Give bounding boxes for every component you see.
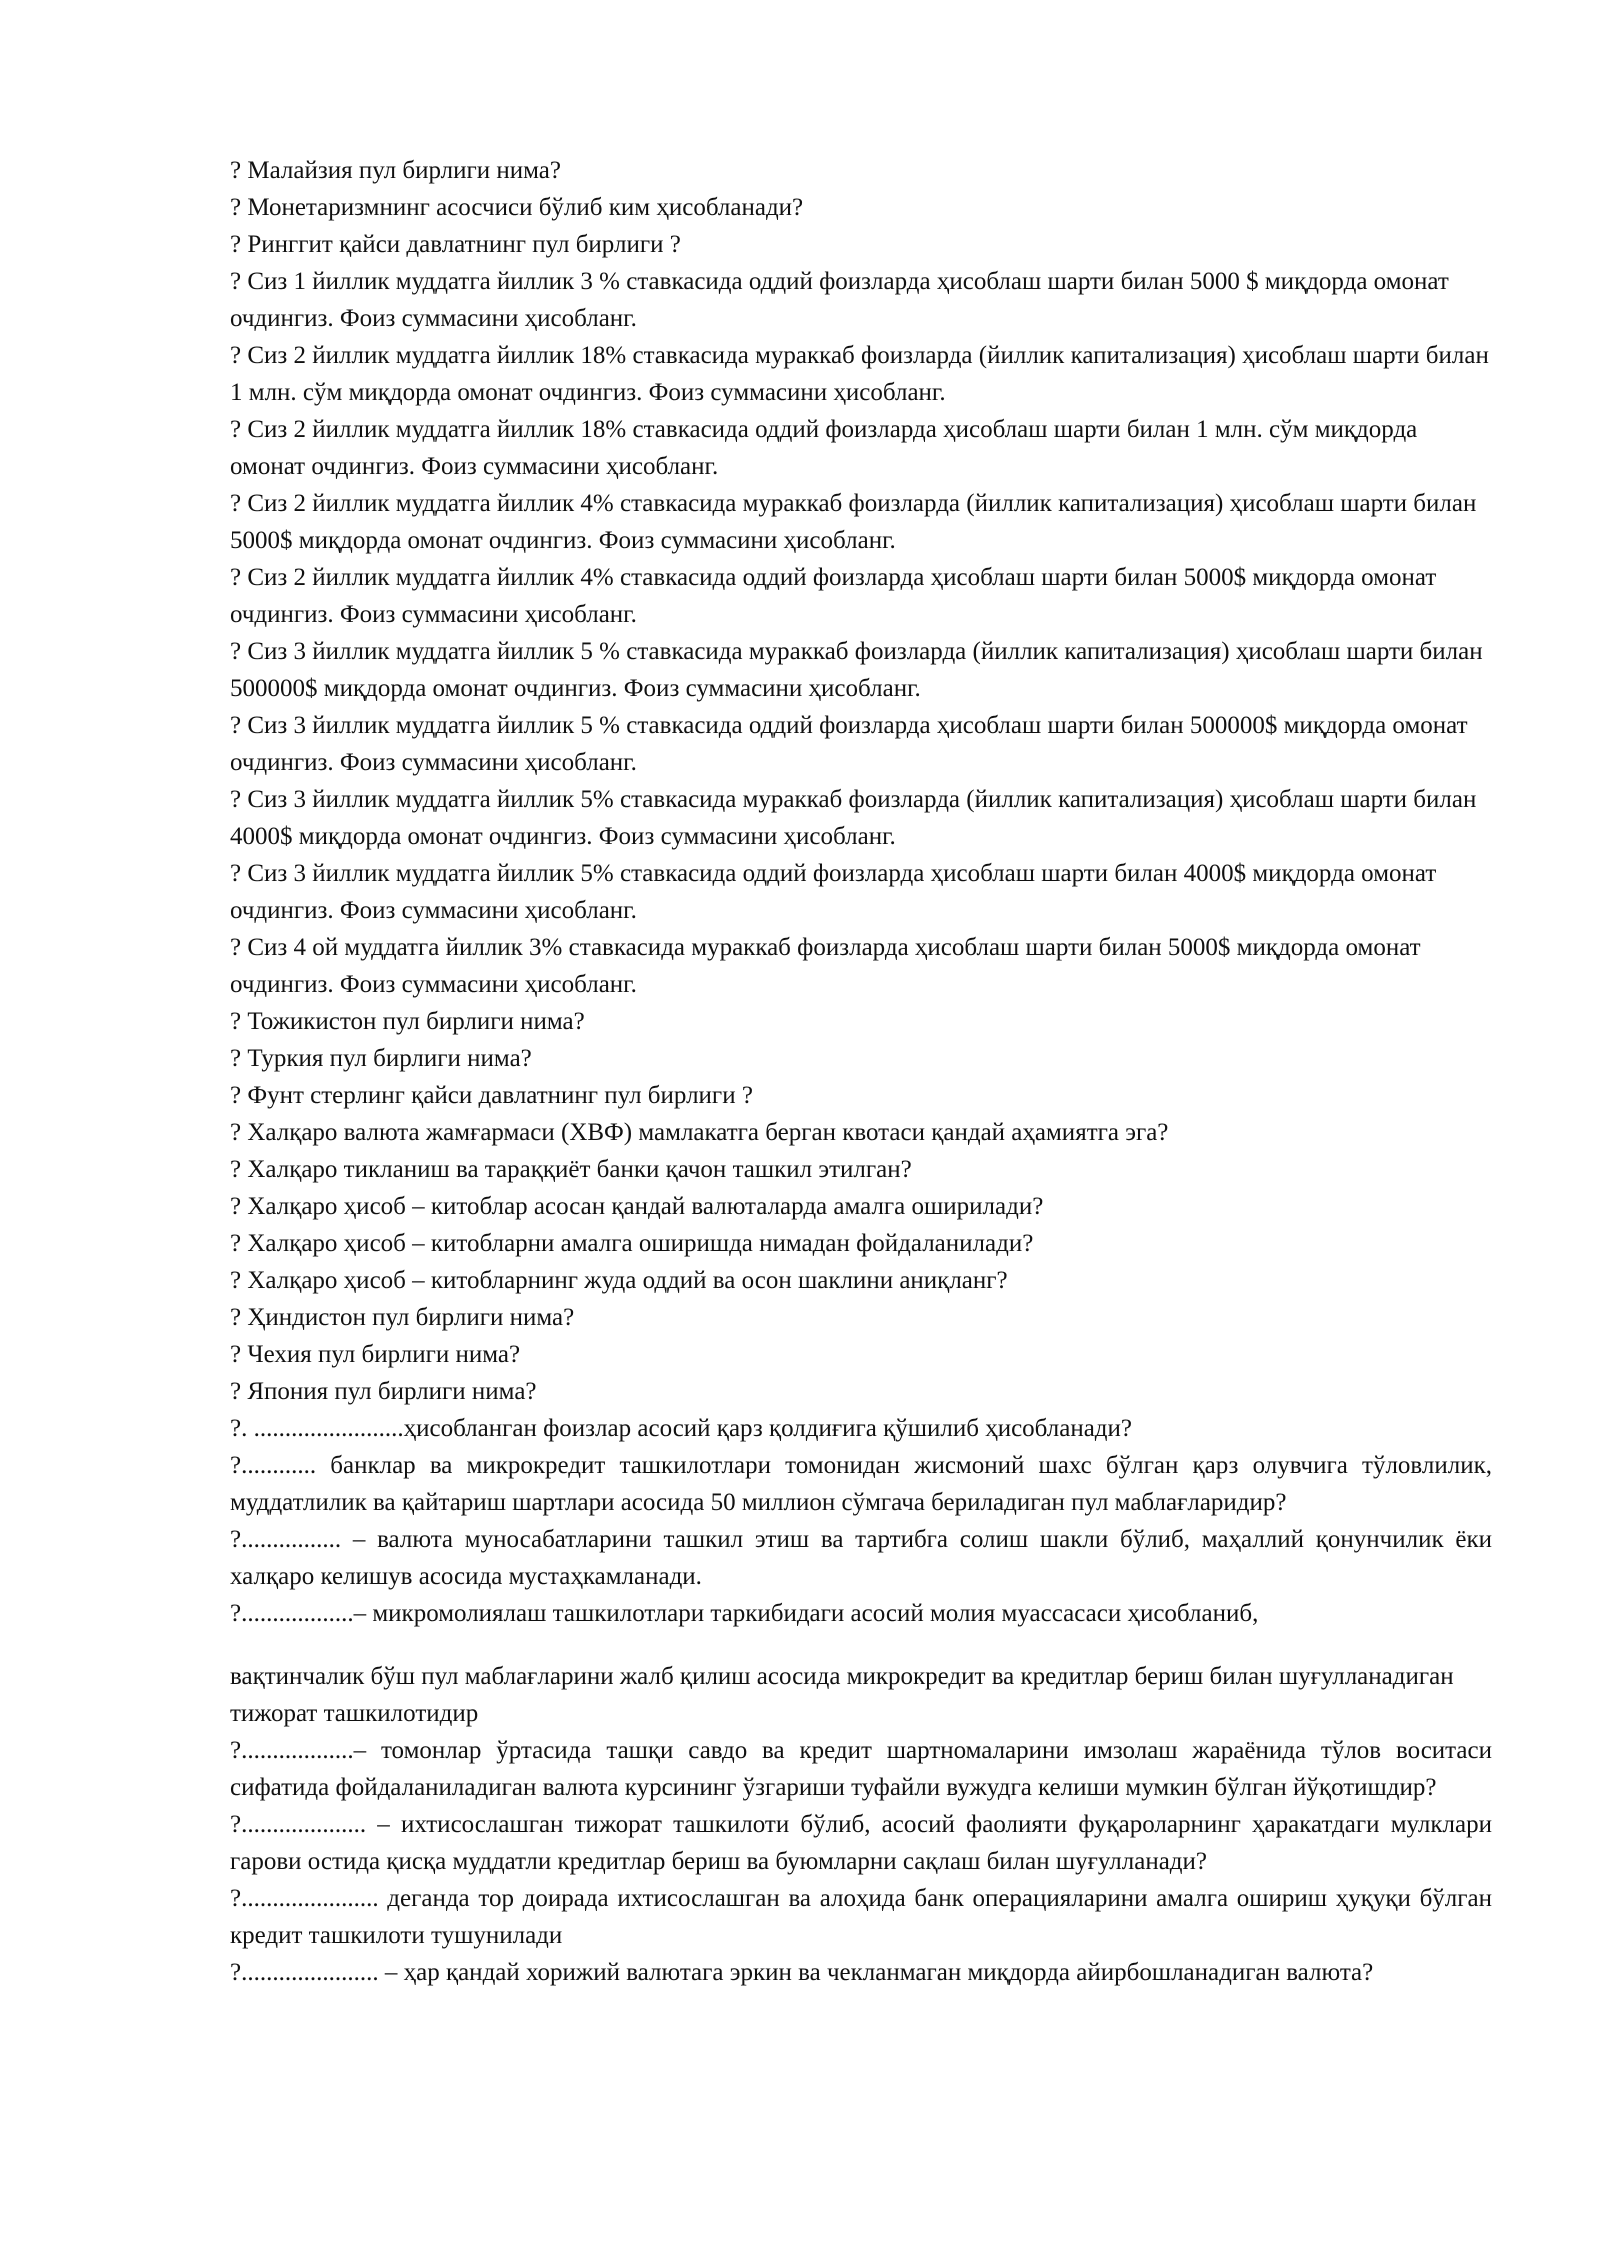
question-item: ? Сиз 4 ой муддатга йиллик 3% ставкасида мураккаб фоизларда ҳисоблаш шарти билан 5000$ миқдорда омонат очдингиз. Фоиз суммасини ҳисобланг. [230, 934, 1421, 998]
question-item: ? Халқаро ҳисоб – китоблар асосан қандай валюталарда амалга оширилади? [230, 1193, 1044, 1220]
fill-blank-item: ?...................... – ҳар қандай хорижий валютага эркин ва чекланмаган миқдорда айирбошланадиган валюта? [230, 1959, 1374, 1986]
question-item: ? Ҳиндистон пул бирлиги нима? [230, 1304, 575, 1331]
question-item: ? Тожикистон пул бирлиги нима? [230, 1008, 585, 1035]
fill-blank-item: ?..................– микромолиялаш ташкилотлари таркибидаги асосий молия муассасаси ҳисобланиб, [230, 1600, 1259, 1627]
fill-blank-item: вақтинчалик бўш пул маблағларини жалб қилиш асосида микрокредит ва кредитлар бериш билан шуғулланадиган тижорат ташкилотидир [230, 1663, 1454, 1727]
question-list [230, 152, 1492, 1991]
question-item: ? Сиз 2 йиллик муддатга йиллик 4% ставкасида оддий фоизларда ҳисоблаш шарти билан 5000$ миқдорда омонат очдингиз. Фоиз суммасини ҳисобланг. [230, 564, 1437, 628]
question-item: ? Туркия пул бирлиги нима? [230, 1045, 532, 1072]
question-item: ? Фунт стерлинг қайси давлатнинг пул бирлиги ? [230, 1082, 753, 1109]
question-item: ? Халқаро валюта жамғармаси (ХВФ) мамлакатга берган квотаси қандай аҳамиятга эга? [230, 1119, 1169, 1146]
question-item: ? Япония пул бирлиги нима? [230, 1378, 537, 1405]
question-item: ? Сиз 2 йиллик муддатга йиллик 18% ставкасида мураккаб фоизларда (йиллик капитализация) ҳисоблаш шарти билан 1 млн. сўм миқдорда омонат очдингиз. Фоиз суммасини ҳисобланг. [230, 342, 1489, 406]
fill-blank-item: ?...................... деганда тор доирада ихтисослашган ва алоҳида банк операцияларини амалга ошириш ҳуқуқи бўлган кредит ташкилоти тушунилади [230, 1885, 1492, 1949]
question-item: ? Сиз 2 йиллик муддатга йиллик 4% ставкасида мураккаб фоизларда (йиллик капитализация) ҳисоблаш шарти билан 5000$ миқдорда омонат очдингиз. Фоиз суммасини ҳисобланг. [230, 490, 1477, 554]
question-item: ? Ринггит қайси давлатнинг пул бирлиги ? [230, 231, 681, 258]
fill-blank-item: ?.................... – ихтисослашган тижорат ташкилоти бўлиб, асосий фаолияти фуқароларнинг ҳаракатдаги мулклари гарови остида қисқа муддатли кредитлар бериш ва буюмларни сақлаш билан шуғулланади? [230, 1811, 1492, 1875]
question-item: ? Сиз 2 йиллик муддатга йиллик 18% ставкасида оддий фоизларда ҳисоблаш шарти билан 1 млн. сўм миқдорда омонат очдингиз. Фоиз суммасини ҳисобланг. [230, 416, 1418, 480]
question-item: ? Халқаро ҳисоб – китобларнинг жуда оддий ва осон шаклини аниқланг? [230, 1267, 1008, 1294]
question-item: ? Малайзия пул бирлиги нима? [230, 157, 561, 184]
question-item: ? Сиз 1 йиллик муддатга йиллик 3 % ставкасида оддий фоизларда ҳисоблаш шарти билан 5000 $ миқдорда омонат очдингиз. Фоиз суммасини ҳисобланг. [230, 268, 1449, 332]
fill-blank-item: ?................ – валюта муносабатларини ташкил этиш ва тартибга солиш шакли бўлиб, маҳаллий қонунчилик ёки халқаро келишув асосида мустаҳкамланади. [230, 1526, 1492, 1590]
question-item: ? Халқаро ҳисоб – китобларни амалга оширишда нимадан фойдаланилади? [230, 1230, 1034, 1257]
question-item: ? Сиз 3 йиллик муддатга йиллик 5 % ставкасида мураккаб фоизларда (йиллик капитализация) ҳисоблаш шарти билан 500000$ миқдорда омонат очдингиз. Фоиз суммасини ҳисобланг. [230, 638, 1483, 702]
fill-blank-item: ?............ банклар ва микрокредит ташкилотлари томонидан жисмоний шахс бўлган қарз олувчига тўловлилик, муддатлилик ва қайтариш шартлари асосида 50 миллион сўмгача бериладиган пул маблағларидир? [230, 1452, 1492, 1516]
question-item: ? Монетаризмнинг асосчиси бўлиб ким ҳисобланади? [230, 194, 804, 221]
question-item: ?. ........................ҳисобланган фоизлар асосий қарз қолдиғига қўшилиб ҳисобланади? [230, 1415, 1133, 1442]
question-item: ? Сиз 3 йиллик муддатга йиллик 5% ставкасида мураккаб фоизларда (йиллик капитализация) ҳисоблаш шарти билан 4000$ миқдорда омонат очдингиз. Фоиз суммасини ҳисобланг. [230, 786, 1477, 850]
question-item: ? Халқаро тикланиш ва тараққиёт банки қачон ташкил этилган? [230, 1156, 912, 1183]
question-item: ? Чехия пул бирлиги нима? [230, 1341, 521, 1368]
fill-blank-item: ?..................– томонлар ўртасида ташқи савдо ва кредит шартномаларини имзолаш жараёнида тўлов воситаси сифатида фойдаланиладиган валюта курсининг ўзгариши туфайли вужудга келиши мумкин бўлган йўқотишдир? [230, 1737, 1492, 1801]
question-item: ? Сиз 3 йиллик муддатга йиллик 5% ставкасида оддий фоизларда ҳисоблаш шарти билан 4000$ миқдорда омонат очдингиз. Фоиз суммасини ҳисобланг. [230, 860, 1437, 924]
question-item: ? Сиз 3 йиллик муддатга йиллик 5 % ставкасида оддий фоизларда ҳисоблаш шарти билан 500000$ миқдорда омонат очдингиз. Фоиз суммасини ҳисобланг. [230, 712, 1468, 776]
